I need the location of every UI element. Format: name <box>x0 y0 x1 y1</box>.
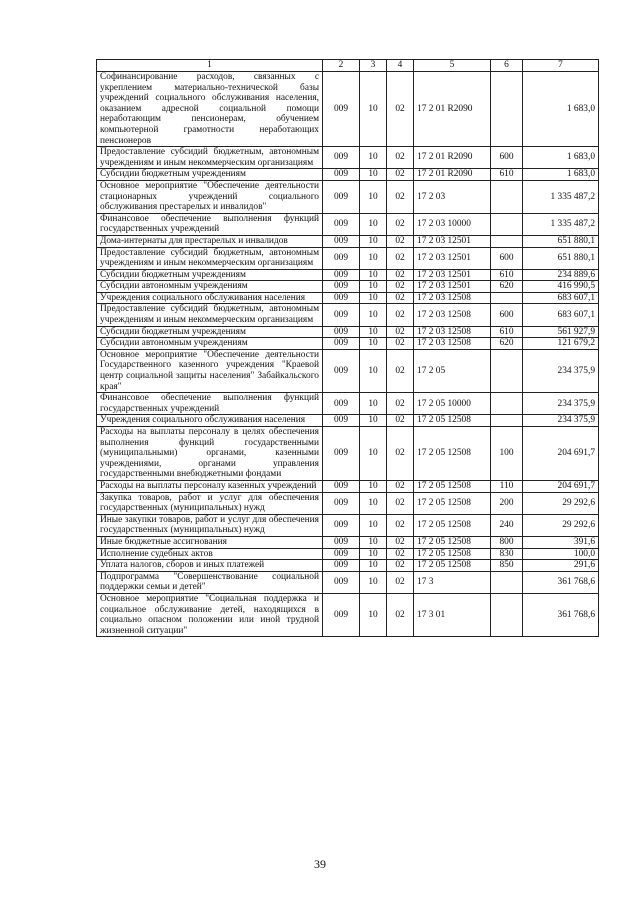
amount-cell: 234 375,9 <box>523 393 599 415</box>
row-name-cell: Предоставление субсидий бюджетным, автономным учреждениям и иным некоммерческим организациям <box>97 147 323 169</box>
target-article-cell: 17 2 03 10000 <box>414 213 491 235</box>
row-name-cell: Подпрограмма "Совершенствование социальной поддержки семьи и детей" <box>97 571 323 593</box>
amount-cell: 234 889,6 <box>523 269 599 281</box>
expense-type-cell: 800 <box>491 536 523 548</box>
section-cell: 10 <box>360 514 387 536</box>
column-header: 6 <box>491 60 523 72</box>
table-row <box>97 326 599 338</box>
subsection-cell: 02 <box>387 326 414 338</box>
ministry-code-cell: 009 <box>323 548 360 560</box>
subsection-cell: 02 <box>387 338 414 350</box>
row-name-cell: Субсидии бюджетным учреждениям <box>97 169 323 181</box>
column-header: 2 <box>323 60 360 72</box>
row-name-cell: Закупка товаров, работ и услуг для обеспечения государственных (муниципальных) нужд <box>97 492 323 514</box>
amount-cell: 561 927,9 <box>523 326 599 338</box>
row-name-cell: Основное мероприятие "Обеспечение деятельности Государственного казенного учреждения "Краевой центр социальной защиты населения" Забайкальского края" <box>97 349 323 392</box>
target-article-cell: 17 2 05 12508 <box>414 480 491 492</box>
section-cell: 10 <box>360 235 387 247</box>
target-article-cell: 17 2 01 R2090 <box>414 147 491 169</box>
section-cell: 10 <box>360 571 387 593</box>
subsection-cell: 02 <box>387 269 414 281</box>
ministry-code-cell: 009 <box>323 571 360 593</box>
target-article-cell: 17 2 03 12508 <box>414 304 491 326</box>
expense-type-cell <box>491 593 523 636</box>
table-row <box>97 338 599 350</box>
ministry-code-cell: 009 <box>323 338 360 350</box>
amount-cell: 683 607,1 <box>523 304 599 326</box>
table-row <box>97 571 599 593</box>
table-row <box>97 560 599 572</box>
target-article-cell: 17 2 03 12501 <box>414 235 491 247</box>
expense-type-cell: 240 <box>491 514 523 536</box>
expense-type-cell <box>491 415 523 427</box>
section-cell: 10 <box>360 492 387 514</box>
expense-type-cell <box>491 180 523 213</box>
amount-cell: 361 768,6 <box>523 571 599 593</box>
ministry-code-cell: 009 <box>323 147 360 169</box>
expense-type-cell: 830 <box>491 548 523 560</box>
table-row <box>97 169 599 181</box>
subsection-cell: 02 <box>387 480 414 492</box>
ministry-code-cell: 009 <box>323 169 360 181</box>
target-article-cell: 17 2 01 R2090 <box>414 169 491 181</box>
row-name-cell: Субсидии автономным учреждениям <box>97 281 323 293</box>
target-article-cell: 17 2 05 12508 <box>414 427 491 481</box>
expense-type-cell <box>491 213 523 235</box>
table-body <box>97 72 599 637</box>
table-row <box>97 72 599 147</box>
column-header: 1 <box>97 60 323 72</box>
amount-cell: 204 691,7 <box>523 480 599 492</box>
expense-type-cell: 850 <box>491 560 523 572</box>
expense-type-cell <box>491 292 523 304</box>
ministry-code-cell: 009 <box>323 213 360 235</box>
ministry-code-cell: 009 <box>323 349 360 392</box>
section-cell: 10 <box>360 72 387 147</box>
amount-cell: 1 683,0 <box>523 169 599 181</box>
target-article-cell: 17 2 05 12508 <box>414 492 491 514</box>
ministry-code-cell: 009 <box>323 235 360 247</box>
target-article-cell: 17 2 03 12508 <box>414 338 491 350</box>
table-row <box>97 536 599 548</box>
subsection-cell: 02 <box>387 213 414 235</box>
expense-type-cell <box>491 235 523 247</box>
subsection-cell: 02 <box>387 492 414 514</box>
amount-cell: 651 880,1 <box>523 247 599 269</box>
ministry-code-cell: 009 <box>323 269 360 281</box>
subsection-cell: 02 <box>387 536 414 548</box>
row-name-cell: Основное мероприятие "Обеспечение деятельности стационарных учреждений социального обслуживания престарелых и инвалидов" <box>97 180 323 213</box>
subsection-cell: 02 <box>387 72 414 147</box>
section-cell: 10 <box>360 536 387 548</box>
table-row <box>97 147 599 169</box>
expense-type-cell: 200 <box>491 492 523 514</box>
ministry-code-cell: 009 <box>323 304 360 326</box>
row-name-cell: Предоставление субсидий бюджетным, автономным учреждениям и иным некоммерческим организациям <box>97 304 323 326</box>
expense-type-cell <box>491 349 523 392</box>
table-row <box>97 281 599 293</box>
table-row <box>97 269 599 281</box>
subsection-cell: 02 <box>387 514 414 536</box>
section-cell: 10 <box>360 180 387 213</box>
row-name-cell: Расходы на выплаты персоналу казенных учреждений <box>97 480 323 492</box>
row-name-cell: Субсидии автономным учреждениям <box>97 338 323 350</box>
ministry-code-cell: 009 <box>323 593 360 636</box>
subsection-cell: 02 <box>387 180 414 213</box>
amount-cell: 416 990,5 <box>523 281 599 293</box>
target-article-cell: 17 2 03 <box>414 180 491 213</box>
ministry-code-cell: 009 <box>323 281 360 293</box>
target-article-cell: 17 2 03 12501 <box>414 281 491 293</box>
section-cell: 10 <box>360 304 387 326</box>
target-article-cell: 17 2 05 12508 <box>414 514 491 536</box>
expense-type-cell: 600 <box>491 147 523 169</box>
target-article-cell: 17 2 05 12508 <box>414 560 491 572</box>
row-name-cell: Уплата налогов, сборов и иных платежей <box>97 560 323 572</box>
target-article-cell: 17 2 05 <box>414 349 491 392</box>
subsection-cell: 02 <box>387 169 414 181</box>
target-article-cell: 17 2 03 12508 <box>414 326 491 338</box>
target-article-cell: 17 3 <box>414 571 491 593</box>
expense-type-cell: 610 <box>491 269 523 281</box>
subsection-cell: 02 <box>387 281 414 293</box>
budget-table <box>96 59 599 637</box>
amount-cell: 100,0 <box>523 548 599 560</box>
amount-cell: 1 683,0 <box>523 72 599 147</box>
subsection-cell: 02 <box>387 147 414 169</box>
expense-type-cell: 600 <box>491 247 523 269</box>
row-name-cell: Финансовое обеспечение выполнения функций государственных учреждений <box>97 393 323 415</box>
table-row <box>97 247 599 269</box>
target-article-cell: 17 2 05 10000 <box>414 393 491 415</box>
table-row <box>97 548 599 560</box>
table-row <box>97 213 599 235</box>
ministry-code-cell: 009 <box>323 480 360 492</box>
amount-cell: 234 375,9 <box>523 349 599 392</box>
row-name-cell: Дома-интернаты для престарелых и инвалидов <box>97 235 323 247</box>
table-header-row <box>97 60 599 72</box>
row-name-cell: Софинансирование расходов, связанных с укреплением материально-технической базы учреждений социального обслуживания населения, оказанием адресной социальной помощи неработающим пенсионерам, обучением компьютерной грамотности неработающих пенсионеров <box>97 72 323 147</box>
section-cell: 10 <box>360 213 387 235</box>
expense-type-cell: 620 <box>491 338 523 350</box>
column-header: 7 <box>523 60 599 72</box>
column-header: 3 <box>360 60 387 72</box>
ministry-code-cell: 009 <box>323 415 360 427</box>
target-article-cell: 17 2 01 R2090 <box>414 72 491 147</box>
column-header: 5 <box>414 60 491 72</box>
amount-cell: 1 335 487,2 <box>523 180 599 213</box>
table-row <box>97 393 599 415</box>
amount-cell: 29 292,6 <box>523 514 599 536</box>
row-name-cell: Исполнение судебных актов <box>97 548 323 560</box>
ministry-code-cell: 009 <box>323 247 360 269</box>
section-cell: 10 <box>360 349 387 392</box>
target-article-cell: 17 2 03 12508 <box>414 292 491 304</box>
target-article-cell: 17 2 05 12508 <box>414 536 491 548</box>
section-cell: 10 <box>360 415 387 427</box>
amount-cell: 234 375,9 <box>523 415 599 427</box>
section-cell: 10 <box>360 593 387 636</box>
subsection-cell: 02 <box>387 415 414 427</box>
amount-cell: 29 292,6 <box>523 492 599 514</box>
ministry-code-cell: 009 <box>323 292 360 304</box>
section-cell: 10 <box>360 338 387 350</box>
section-cell: 10 <box>360 169 387 181</box>
expense-type-cell: 610 <box>491 326 523 338</box>
amount-cell: 651 880,1 <box>523 235 599 247</box>
target-article-cell: 17 2 03 12501 <box>414 247 491 269</box>
amount-cell: 683 607,1 <box>523 292 599 304</box>
subsection-cell: 02 <box>387 349 414 392</box>
ministry-code-cell: 009 <box>323 536 360 548</box>
table-row <box>97 292 599 304</box>
subsection-cell: 02 <box>387 427 414 481</box>
subsection-cell: 02 <box>387 304 414 326</box>
row-name-cell: Расходы на выплаты персоналу в целях обеспечения выполнения функций государственными (муниципальными) органами, казенными учреждениями, органами управления государственными внебюджетными фондами <box>97 427 323 481</box>
ministry-code-cell: 009 <box>323 393 360 415</box>
row-name-cell: Иные закупки товаров, работ и услуг для обеспечения государственных (муниципальных) нужд <box>97 514 323 536</box>
row-name-cell: Учреждения социального обслуживания населения <box>97 415 323 427</box>
subsection-cell: 02 <box>387 235 414 247</box>
section-cell: 10 <box>360 480 387 492</box>
section-cell: 10 <box>360 326 387 338</box>
subsection-cell: 02 <box>387 560 414 572</box>
row-name-cell: Предоставление субсидий бюджетным, автономным учреждениям и иным некоммерческим организациям <box>97 247 323 269</box>
section-cell: 10 <box>360 269 387 281</box>
row-name-cell: Иные бюджетные ассигнования <box>97 536 323 548</box>
table-row <box>97 235 599 247</box>
subsection-cell: 02 <box>387 393 414 415</box>
amount-cell: 121 679,2 <box>523 338 599 350</box>
table-row <box>97 427 599 481</box>
section-cell: 10 <box>360 393 387 415</box>
row-name-cell: Финансовое обеспечение выполнения функций государственных учреждений <box>97 213 323 235</box>
row-name-cell: Субсидии бюджетным учреждениям <box>97 326 323 338</box>
ministry-code-cell: 009 <box>323 427 360 481</box>
expense-type-cell <box>491 393 523 415</box>
expense-type-cell: 610 <box>491 169 523 181</box>
table-row <box>97 492 599 514</box>
table-row <box>97 304 599 326</box>
expense-type-cell: 620 <box>491 281 523 293</box>
ministry-code-cell: 009 <box>323 72 360 147</box>
section-cell: 10 <box>360 147 387 169</box>
table-row <box>97 349 599 392</box>
table-row <box>97 514 599 536</box>
amount-cell: 1 335 487,2 <box>523 213 599 235</box>
ministry-code-cell: 009 <box>323 326 360 338</box>
subsection-cell: 02 <box>387 247 414 269</box>
page-number: 39 <box>314 857 326 871</box>
table-row <box>97 415 599 427</box>
row-name-cell: Субсидии бюджетным учреждениям <box>97 269 323 281</box>
subsection-cell: 02 <box>387 593 414 636</box>
ministry-code-cell: 009 <box>323 514 360 536</box>
subsection-cell: 02 <box>387 548 414 560</box>
section-cell: 10 <box>360 292 387 304</box>
amount-cell: 204 691,7 <box>523 427 599 481</box>
amount-cell: 391,6 <box>523 536 599 548</box>
section-cell: 10 <box>360 281 387 293</box>
ministry-code-cell: 009 <box>323 492 360 514</box>
target-article-cell: 17 2 05 12508 <box>414 415 491 427</box>
section-cell: 10 <box>360 548 387 560</box>
subsection-cell: 02 <box>387 571 414 593</box>
target-article-cell: 17 2 03 12501 <box>414 269 491 281</box>
column-header: 4 <box>387 60 414 72</box>
ministry-code-cell: 009 <box>323 180 360 213</box>
ministry-code-cell: 009 <box>323 560 360 572</box>
section-cell: 10 <box>360 560 387 572</box>
section-cell: 10 <box>360 427 387 481</box>
section-cell: 10 <box>360 247 387 269</box>
row-name-cell: Основное мероприятие "Социальная поддержка и социальное обслуживание детей, находящихся в социально опасном положении или иной трудной жизненной ситуации" <box>97 593 323 636</box>
table-row <box>97 180 599 213</box>
amount-cell: 1 683,0 <box>523 147 599 169</box>
amount-cell: 361 768,6 <box>523 593 599 636</box>
expense-type-cell <box>491 72 523 147</box>
amount-cell: 291,6 <box>523 560 599 572</box>
subsection-cell: 02 <box>387 292 414 304</box>
expense-type-cell: 110 <box>491 480 523 492</box>
expense-type-cell <box>491 571 523 593</box>
table-row <box>97 593 599 636</box>
expense-type-cell: 600 <box>491 304 523 326</box>
target-article-cell: 17 2 05 12508 <box>414 548 491 560</box>
target-article-cell: 17 3 01 <box>414 593 491 636</box>
table-row <box>97 480 599 492</box>
expense-type-cell: 100 <box>491 427 523 481</box>
row-name-cell: Учреждения социального обслуживания населения <box>97 292 323 304</box>
